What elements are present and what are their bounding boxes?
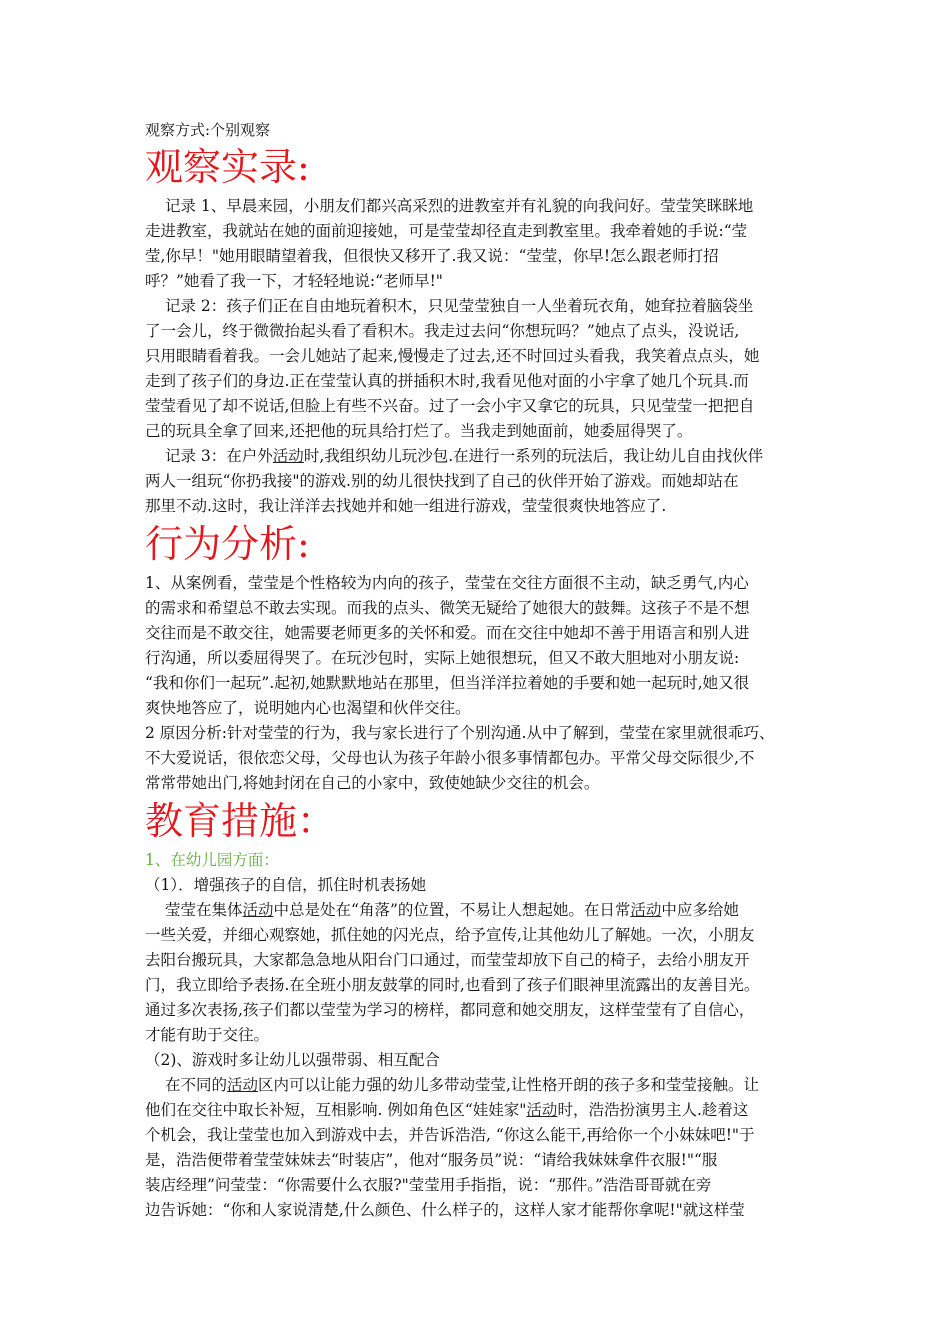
point-1-title: （1）．增强孩子的自信，抓住时机表扬她 [145,876,427,894]
text-span: 区内可以让能力强的幼儿多带动莹莹,让性格开朗的孩子多和莹莹接触。让 [258,1076,759,1094]
activity-link[interactable]: 活动 [630,901,662,919]
text-line: 的需求和希望总不敢去实现。而我的点头、微笑无疑给了她很大的鼓舞。这孩子不是不想 [145,599,750,617]
text-line: 2 原因分析:针对莹莹的行为，我与家长进行了个别沟通.从中了解到，莹莹在家里就很乖巧、 [145,724,775,742]
text-line: 交往而是不敢交往，她需要老师更多的关怀和爱。而在交往中她却不善于用语言和别人进 [145,624,750,642]
text-span: 中应多给她 [661,901,739,919]
text-span: 在不同的 [165,1076,228,1094]
text-line: 呼？”她看了我一下，才轻轻地说:“老师早!" [145,272,443,290]
analysis-1 [145,571,810,721]
record-3 [145,444,810,519]
text-span: 时，浩浩扮演男主人.趁着这 [557,1101,749,1119]
text-line: 1、从案例看，莹莹是个性格较为内向的孩子，莹莹在交往方面很不主动，缺乏勇气,内心 [145,574,749,592]
text-line: 莹莹看见了却不说话,但脸上有些不兴奋。过了一会小宇又拿它的玩具，只见莹莹一把把自 [145,397,755,415]
text-span: 他们在交往中取长补短，互相影响. 例如角色区“娃娃家" [145,1101,527,1119]
text-line: 莹,你早！"她用眼睛望着我，但很快又移开了.我又说：“莹莹，你早!怎么跟老师打招 [145,247,719,265]
observation-method: 观察方式:个别观察 [145,121,271,139]
analysis-2 [145,721,810,796]
point-1-body [145,898,810,1048]
subheading-kindergarten: 1、在幼儿园方面： [145,851,279,869]
point-2-body [145,1073,810,1223]
text-line: 走到了孩子们的身边.正在莹莹认真的拼插积木时,我看见他对面的小宇拿了她几个玩具.而 [145,372,749,390]
text-line: 个机会，我让莹莹也加入到游戏中去，并告诉浩浩, “你这么能干,再给你一个小妹妹吧!"于 [145,1126,755,1144]
text-line: 走进教室，我就站在她的面前迎接她，可是莹莹却径直走到教室里。我牵着她的手说:“莹 [145,222,748,240]
activity-link[interactable]: 活动 [227,1076,259,1094]
point-2-title: （2)、游戏时多让幼儿以强带弱、相互配合 [145,1051,440,1069]
text-line: 记录 2：孩子们正在自由地玩着积木，只见莹莹独自一人坐着玩衣角，她耷拉着脑袋坐 [165,297,754,315]
heading-education-measures: 教育措施： [145,799,336,843]
text-line [145,898,810,923]
document-page [145,118,810,1223]
text-line: “我和你们一起玩”.起初,她默默地站在那里，但当洋洋拉着她的手要和她一起玩时,她又很 [145,674,750,692]
text-span: 莹莹在集体 [165,901,243,919]
text-line: 通过多次表扬,孩子们都以莹莹为学习的榜样，都同意和她交朋友，这样莹莹有了自信心， [145,1001,755,1019]
text-line [145,444,810,469]
text-line: 爽快地答应了，说明她内心也渴望和伙伴交往。 [145,699,471,717]
text-line: 那里不动.这时，我让洋洋去找她并和她一组进行游戏，莹莹很爽快地答应了. [145,497,667,515]
activity-link[interactable]: 活动 [272,447,304,465]
text-line: 常常带她出门,将她封闭在自己的小家中，致使她缺少交往的机会。 [145,774,600,792]
text-line: 边告诉她：“你和人家说清楚,什么颜色、什么样子的，这样人家才能帮你拿呢!"就这样莹 [145,1201,745,1219]
text-span: 时,我组织幼儿玩沙包.在进行一系列的玩法后，我让幼儿自由找伙伴 [303,447,764,465]
text-line: 不大爱说话，很依恋父母，父母也认为孩子年龄小很多事情都包办。平常父母交际很少,不 [145,749,755,767]
text-line: 装店经理”问莹莹：“你需要什么衣服?"莹莹用手指指，说：“那件。”浩浩哥哥就在旁 [145,1176,712,1194]
text-line: 是，浩浩便带着莹莹妹妹去“时装店”，他对“服务员”说：“请给我妹妹拿件衣服!"“服 [145,1151,718,1169]
text-line: 一些关爱，并细心观察她，抓住她的闪光点，给予宣传,让其他幼儿了解她。一次，小朋友 [145,926,755,944]
text-span: 记录 3：在户外 [165,447,273,465]
record-2 [145,294,810,444]
text-line [145,1073,810,1098]
heading-observation-record: 观察实录: [145,145,310,189]
text-line [145,1098,810,1123]
text-line: 记录 1、早晨来园，小朋友们都兴高采烈的进教室并有礼貌的向我问好。莹莹笑眯眯地 [165,197,754,215]
text-line: 只用眼睛看着我。一会儿她站了起来,慢慢走了过去,还不时回过头看我，我笑着点点头，她 [145,347,760,365]
text-line: 去阳台搬玩具，大家都急急地从阳台门口通过，而莹莹却放下自己的椅子，去给小朋友开 [145,951,750,969]
activity-link[interactable]: 活动 [242,901,274,919]
text-line: 己的玩具全拿了回来,还把他的玩具给打烂了。当我走到她面前，她委屈得哭了。 [145,422,693,440]
text-span: 中总是处在“角落”的位置，不易让人想起她。在日常 [273,901,631,919]
activity-link[interactable]: 活动 [526,1101,558,1119]
text-line: 两人一组玩“你扔我接"的游戏.别的幼儿很快找到了自己的伙伴开始了游戏。而她却站在 [145,472,739,490]
text-line: 行沟通，所以委屈得哭了。在玩沙包时，实际上她很想玩，但又不敢大胆地对小朋友说: [145,649,740,667]
record-1 [145,194,810,294]
text-line: 才能有助于交往。 [145,1026,270,1044]
heading-behavior-analysis: 行为分析: [145,522,310,566]
text-line: 了一会儿，终于微微抬起头看了看积木。我走过去问“你想玩吗？”她点了点头，没说话, [145,322,740,340]
text-line: 门，我立即给予表扬.在全班小朋友鼓掌的同时,也看到了孩子们眼神里流露出的友善目光。 [145,976,760,994]
